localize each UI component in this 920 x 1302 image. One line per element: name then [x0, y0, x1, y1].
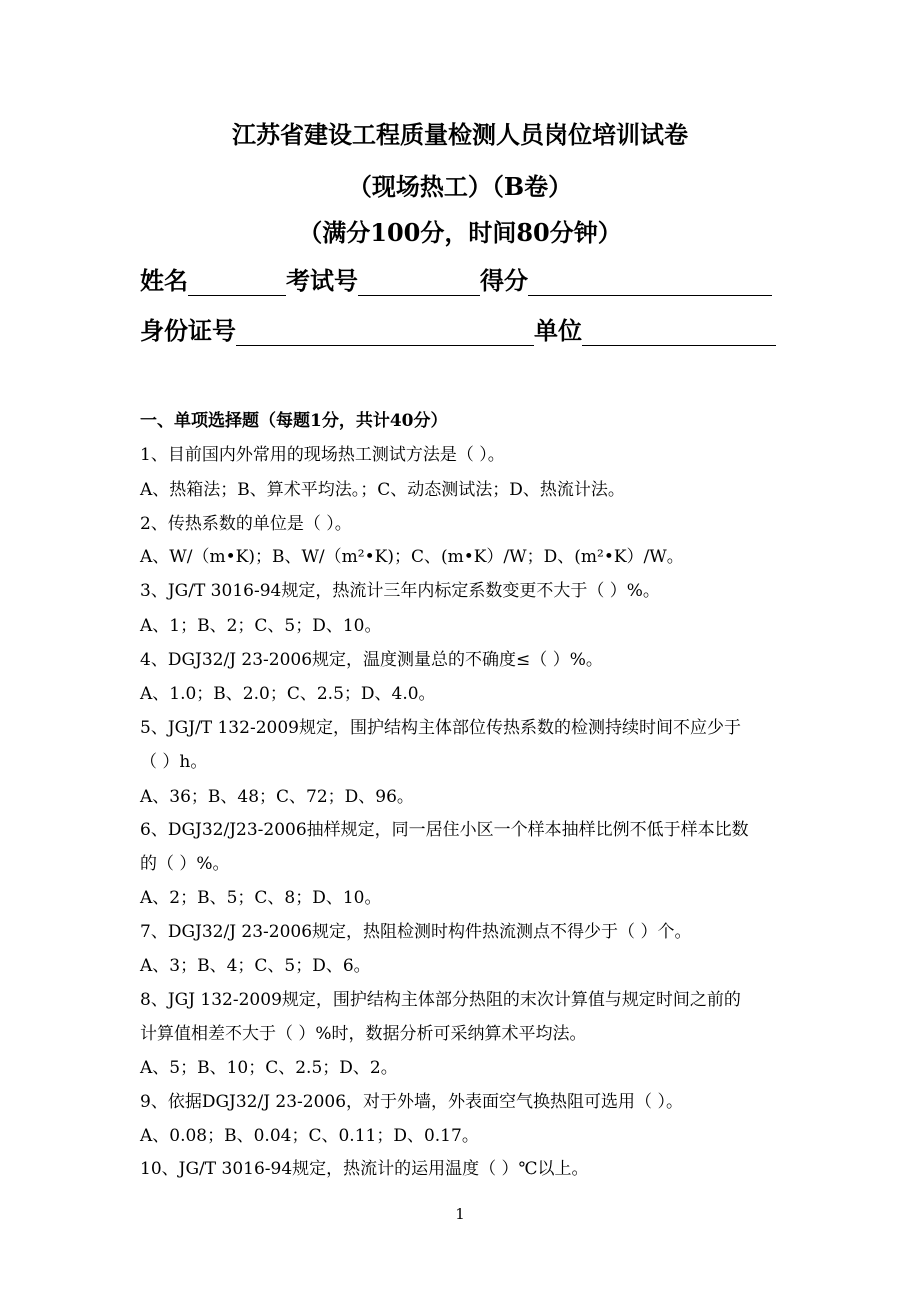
question-line-cont: 的（ ）%。 — [140, 854, 230, 874]
info-row-1 — [140, 266, 772, 296]
question-line: 2、传热系数的单位是（ ）。 — [140, 514, 352, 534]
options-line: A、2；B、5；C、8；D、10。 — [140, 888, 382, 908]
question-line: 5、JGJ/T 132-2009规定，围护结构主体部位传热系数的检测持续时间不应少于 — [140, 718, 741, 738]
page-subtitle: （现场热工）（B卷） — [347, 172, 573, 201]
unit-blank[interactable] — [582, 319, 776, 346]
score-label: 得分 — [480, 266, 528, 295]
id-blank[interactable] — [236, 319, 534, 346]
question-line: 6、DGJ32/J23-2006抽样规定，同一居住小区一个样本抽样比例不低于样本比数 — [140, 820, 749, 840]
score-time-note: （满分100分，时间80分钟） — [298, 218, 622, 247]
options-line: A、0.08；B、0.04；C、0.11；D、0.17。 — [140, 1126, 479, 1146]
question-line: 7、DGJ32/J 23-2006规定，热阻检测时构件热流测点不得少于（ ）个。 — [140, 922, 692, 942]
question-line-cont: （ ）h。 — [140, 752, 208, 772]
page-title: 江苏省建设工程质量检测人员岗位培训试卷 — [232, 120, 688, 149]
name-blank[interactable] — [188, 269, 286, 296]
options-line: A、3；B、4；C、5；D、6。 — [140, 956, 371, 976]
options-line: A、1.0；B、2.0；C、2.5；D、4.0。 — [140, 684, 436, 704]
options-line: A、W/（m•K)；B、W/（m²•K)；C、(m•K）/W；D、(m²•K）/W。 — [140, 547, 684, 567]
question-line: 9、依据DGJ32/J 23-2006，对于外墙，外表面空气换热阻可选用（ ）。 — [140, 1092, 683, 1112]
score-blank[interactable] — [528, 269, 772, 296]
question-line: 1、目前国内外常用的现场热工测试方法是（ ）。 — [140, 445, 505, 465]
unit-label: 单位 — [534, 316, 582, 345]
info-row-2 — [140, 316, 776, 346]
options-line: A、热箱法；B、算术平均法。；C、动态测试法；D、热流计法。 — [140, 480, 625, 500]
question-line: 8、JGJ 132-2009规定，围护结构主体部分热阻的末次计算值与规定时间之前的 — [140, 990, 741, 1010]
options-line: A、1；B、2；C、5；D、10。 — [140, 616, 382, 636]
question-line-cont: 计算值相差不大于（ ）%时，数据分析可采纳算术平均法。 — [140, 1024, 587, 1044]
exam-no-label: 考试号 — [286, 266, 358, 295]
section-heading: 一、单项选择题（每题1分，共计40分） — [140, 411, 448, 431]
question-line: 10、JG/T 3016-94规定，热流计的运用温度（ ）℃以上。 — [140, 1159, 589, 1179]
options-line: A、5；B、10；C、2.5；D、2。 — [140, 1058, 398, 1078]
question-line: 3、JG/T 3016-94规定，热流计三年内标定系数变更不大于（ ）%。 — [140, 581, 660, 601]
exam-no-blank[interactable] — [358, 269, 480, 296]
name-label: 姓名 — [140, 266, 188, 295]
question-line: 4、DGJ32/J 23-2006规定，温度测量总的不确度≤（ ）%。 — [140, 650, 603, 670]
page-number: 1 — [455, 1205, 465, 1223]
options-line: A、36；B、48；C、72；D、96。 — [140, 787, 414, 807]
id-label: 身份证号 — [140, 316, 236, 345]
